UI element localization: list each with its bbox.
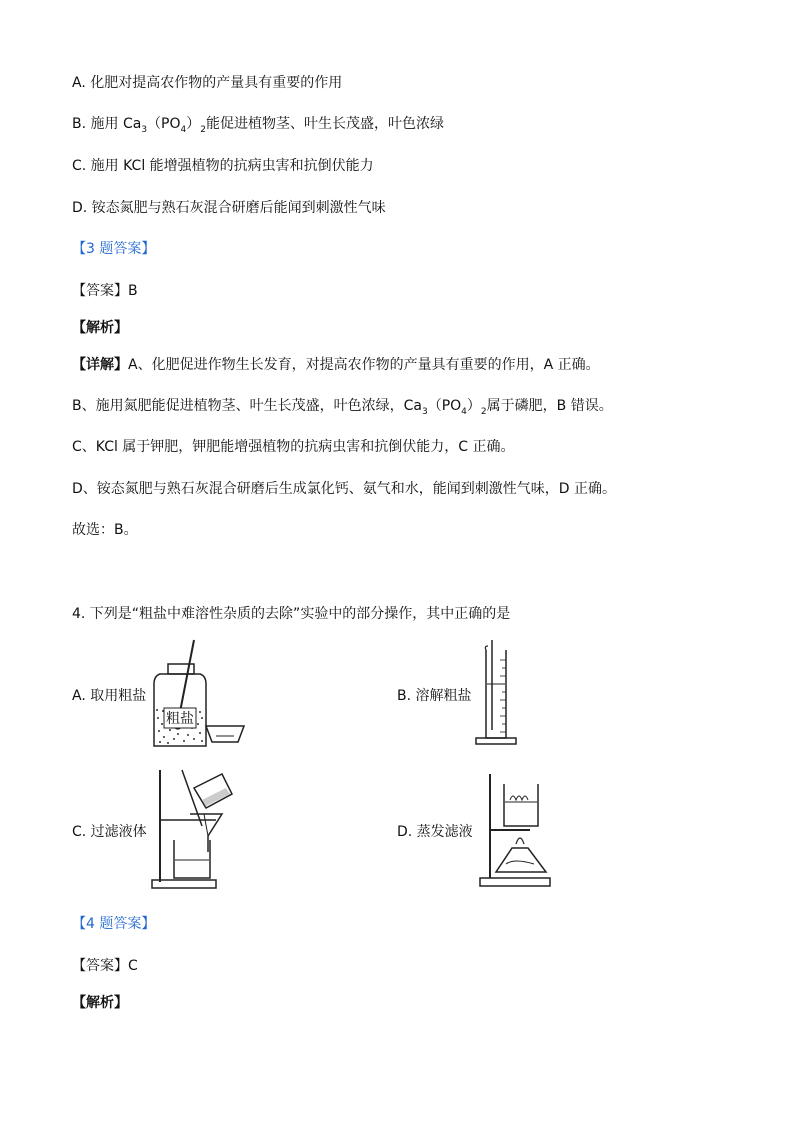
q4-analysis-label: 【解析】: [72, 995, 128, 1011]
q3-option-a: A. 化肥对提高农作物的产量具有重要的作用: [72, 75, 343, 91]
q3-answer-heading: 【3 题答案】: [72, 241, 156, 257]
salt-jar-figure: [148, 638, 248, 750]
q4-stem: 4. 下列是“粗盐中难溶性杂质的去除”实验中的部分操作，其中正确的是: [72, 606, 511, 622]
q3-detail-line1: 【详解】A、化肥促进作物生长发育，对提高农作物的产量具有重要的作用，A 正确。: [72, 357, 600, 373]
q3-detail-line4: D、铵态氮肥与熟石灰混合研磨后生成氯化钙、氨气和水，能闻到刺激性气味，D 正确。: [72, 481, 617, 497]
q3-option-d: D. 铵态氮肥与熟石灰混合研磨后能闻到刺激性气味: [72, 200, 386, 216]
q4-answer-heading: 【4 题答案】: [72, 916, 156, 932]
filtration-figure: [150, 764, 240, 892]
q3-choose: 故选：B。: [72, 522, 138, 538]
q4-option-d-label: D. 蒸发滤液: [397, 824, 473, 840]
q3-option-b: B. 施用 $Ca_3(PO_4)_2$能促进植物茎、叶生长茂盛，叶色浓绿: [72, 116, 444, 135]
q4-option-b-label: B. 溶解粗盐: [397, 688, 472, 704]
q3-analysis-label: 【解析】: [72, 320, 128, 336]
q4-option-c-label: C. 过滤液体: [72, 824, 147, 840]
graduated-cylinder-figure: [470, 638, 520, 748]
q3-detail-line3: C、KCl 属于钾肥，钾肥能增强植物的抗病虫害和抗倒伏能力，C 正确。: [72, 439, 515, 455]
q4-answer: 【答案】C: [72, 958, 138, 974]
q4-option-a-label: A. 取用粗盐: [72, 688, 147, 704]
jar-label: 粗盐: [166, 711, 194, 727]
evaporation-figure: [476, 770, 556, 888]
q3-option-c: C. 施用 KCl 能增强植物的抗病虫害和抗倒伏能力: [72, 158, 374, 174]
q3-answer: 【答案】B: [72, 283, 138, 299]
q3-detail-line2: B、施用氮肥能促进植物茎、叶生长茂盛，叶色浓绿，$Ca_3(PO_4)_2$属于磷肥，B 错误。: [72, 398, 613, 417]
